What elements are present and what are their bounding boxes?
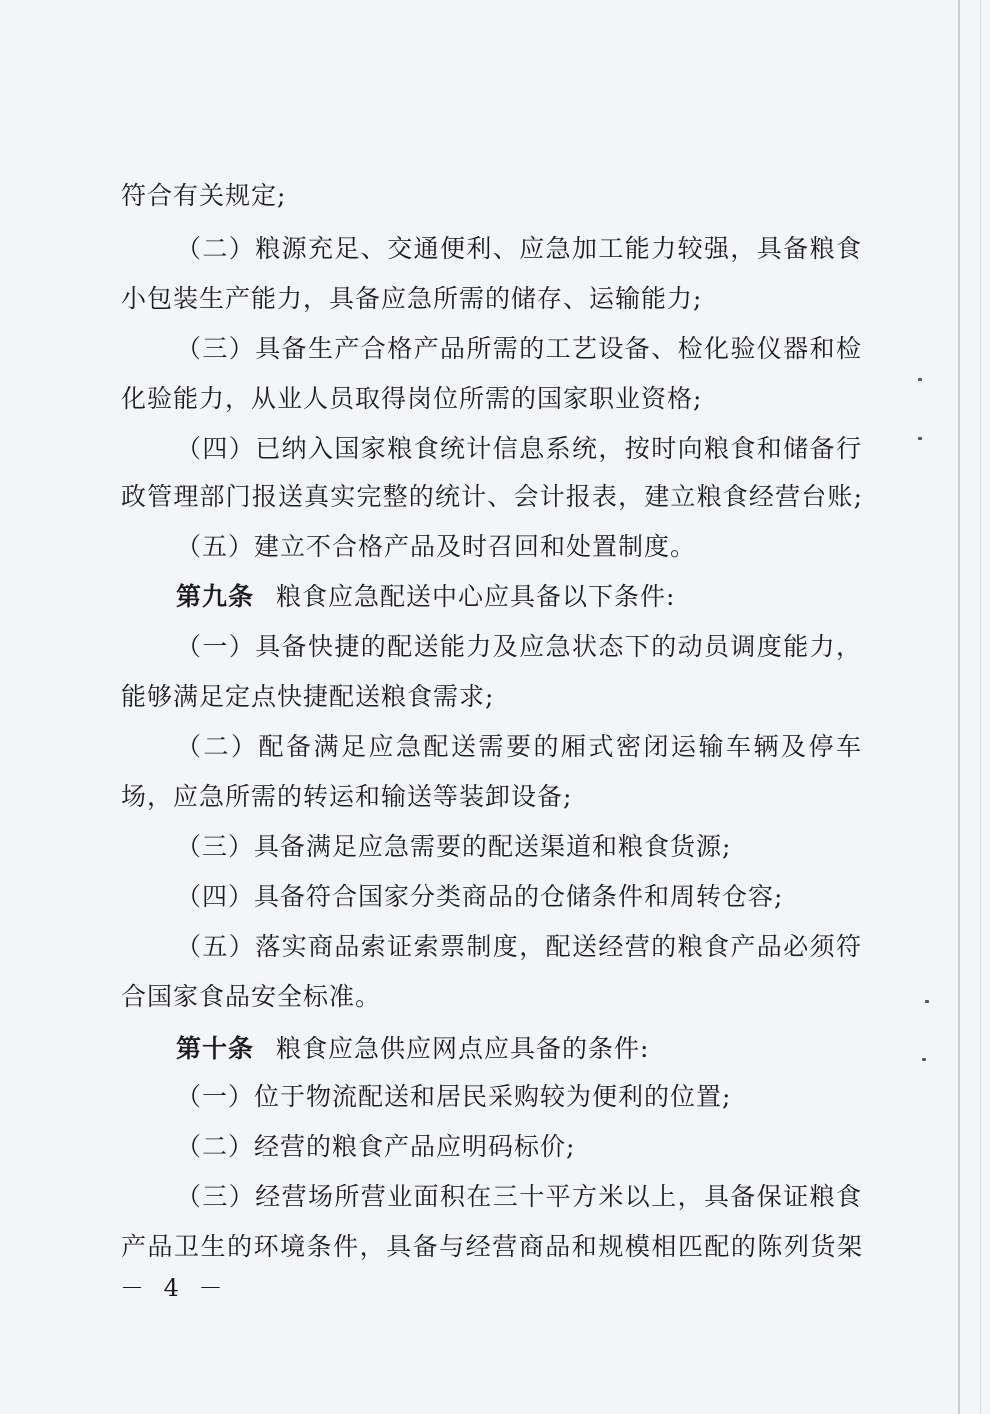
paragraph-line: 政管理部门报送真实完整的统计、会计报表，建立粮食经营台账; bbox=[121, 482, 862, 511]
article-9-line bbox=[176, 582, 675, 612]
scan-speck bbox=[918, 437, 922, 440]
scan-speck bbox=[925, 1000, 929, 1003]
paragraph-line: 能够满足定点快捷配送粮食需求; bbox=[121, 682, 495, 711]
paragraph-line: （二）经营的粮食产品应明码标价; bbox=[176, 1132, 576, 1161]
paragraph-line: （一）具备快捷的配送能力及应急状态下的动员调度能力， bbox=[176, 632, 862, 661]
paragraph-line: （二）配备满足应急配送需要的厢式密闭运输车辆及停车 bbox=[176, 732, 862, 761]
paragraph-line: 小包装生产能力，具备应急所需的储存、运输能力; bbox=[121, 284, 703, 313]
paragraph-line: （四）具备符合国家分类商品的仓储条件和周转仓容; bbox=[176, 882, 784, 911]
paragraph-line: （四）已纳入国家粮食统计信息系统，按时向粮食和储备行 bbox=[176, 434, 862, 463]
article-10-line bbox=[176, 1034, 649, 1064]
paragraph-line: （三）具备满足应急需要的配送渠道和粮食货源; bbox=[176, 832, 732, 861]
article-text: 粮食应急配送中心应具备以下条件: bbox=[276, 582, 676, 611]
scan-speck bbox=[918, 378, 922, 381]
article-heading: 第十条 bbox=[176, 1034, 255, 1063]
article-text: 粮食应急供应网点应具备的条件: bbox=[276, 1034, 650, 1063]
page-number: － 4 － bbox=[120, 1274, 229, 1302]
paragraph-line: （三）经营场所营业面积在三十平方米以上，具备保证粮食 bbox=[176, 1182, 862, 1211]
scan-speck bbox=[922, 1058, 926, 1061]
paragraph-line: 合国家食品安全标准。 bbox=[121, 982, 382, 1011]
paragraph-line: 场，应急所需的转运和输送等装卸设备; bbox=[121, 782, 573, 811]
paragraph-line: （二）粮源充足、交通便利、应急加工能力较强，具备粮食 bbox=[176, 234, 862, 263]
paragraph-line: 符合有关规定; bbox=[121, 181, 287, 210]
paragraph-line: （一）位于物流配送和居民采购较为便利的位置; bbox=[176, 1082, 732, 1111]
paragraph-line: （五）建立不合格产品及时召回和处置制度。 bbox=[176, 532, 697, 561]
paragraph-line: 化验能力，从业人员取得岗位所需的国家职业资格; bbox=[121, 384, 703, 413]
article-heading: 第九条 bbox=[176, 582, 255, 611]
paragraph-line: （三）具备生产合格产品所需的工艺设备、检化验仪器和检 bbox=[176, 334, 862, 363]
paragraph-line: （五）落实商品索证索票制度，配送经营的粮食产品必须符 bbox=[176, 932, 862, 961]
paragraph-line: 产品卫生的环境条件，具备与经营商品和规模相匹配的陈列货架 bbox=[121, 1232, 862, 1261]
